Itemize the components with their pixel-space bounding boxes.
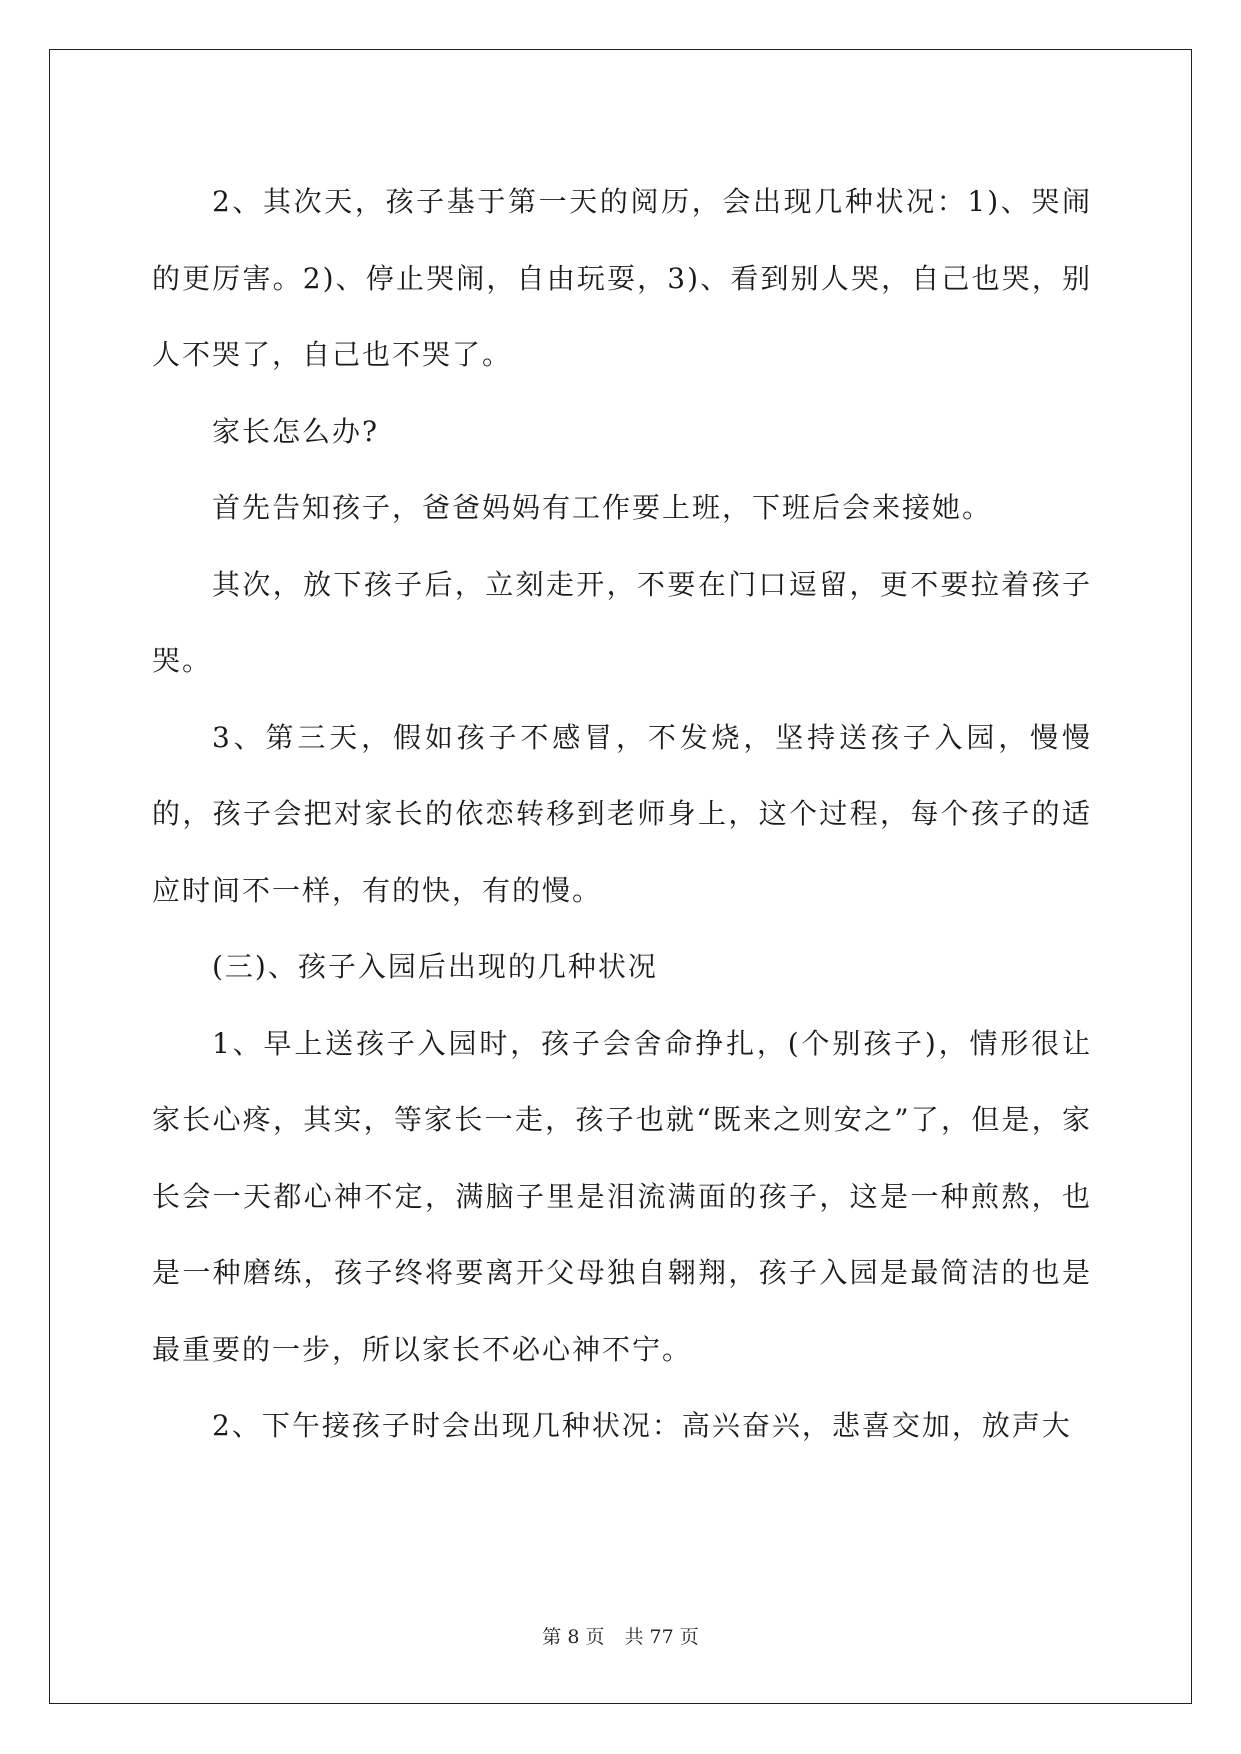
page-total: 共 77 页 [624, 1626, 699, 1648]
document-body [152, 164, 1092, 1465]
section-heading: (三)、孩子入园后出现的几种状况 [212, 950, 658, 983]
paragraph: 2、下午接孩子时会出现几种状况：高兴奋兴，悲喜交加，放声大 [212, 1409, 1072, 1442]
paragraph: 首先告知孩子，爸爸妈妈有工作要上班，下班后会来接她。 [212, 491, 993, 524]
paragraph: 1、早上送孩子入园时，孩子会舍命挣扎，(个别孩子)，情形很让家长心疼，其实，等家长一走，孩子也就“既来之则安之”了，但是，家长会一天都心神不定，满脑子里是泪流满面的孩子，这是一种煎熬，也是一种磨练，孩子终将要离开父母独自翱翔，孩子入园是最简洁的也是最重要的一步，所以家长不必心神不宁。 [152, 1026, 1092, 1366]
page-footer [0, 1625, 1241, 1649]
paragraph: 其次，放下孩子后，立刻走开，不要在门口逗留，更不要拉着孩子哭。 [152, 567, 1092, 677]
page-number: 第 8 页 [542, 1626, 605, 1648]
paragraph: 家长怎么办? [212, 414, 380, 448]
paragraph: 3、第三天，假如孩子不感冒，不发烧，坚持送孩子入园，慢慢的，孩子会把对家长的依恋转移到老师身上，这个过程，每个孩子的适应时间不一样，有的快，有的慢。 [152, 720, 1092, 907]
paragraph: 2、其次天，孩子基于第一天的阅历，会出现几种状况：1)、哭闹的更厉害。2)、停止哭闹，自由玩耍，3)、看到别人哭，自己也哭，别人不哭了，自己也不哭了。 [152, 185, 1092, 371]
